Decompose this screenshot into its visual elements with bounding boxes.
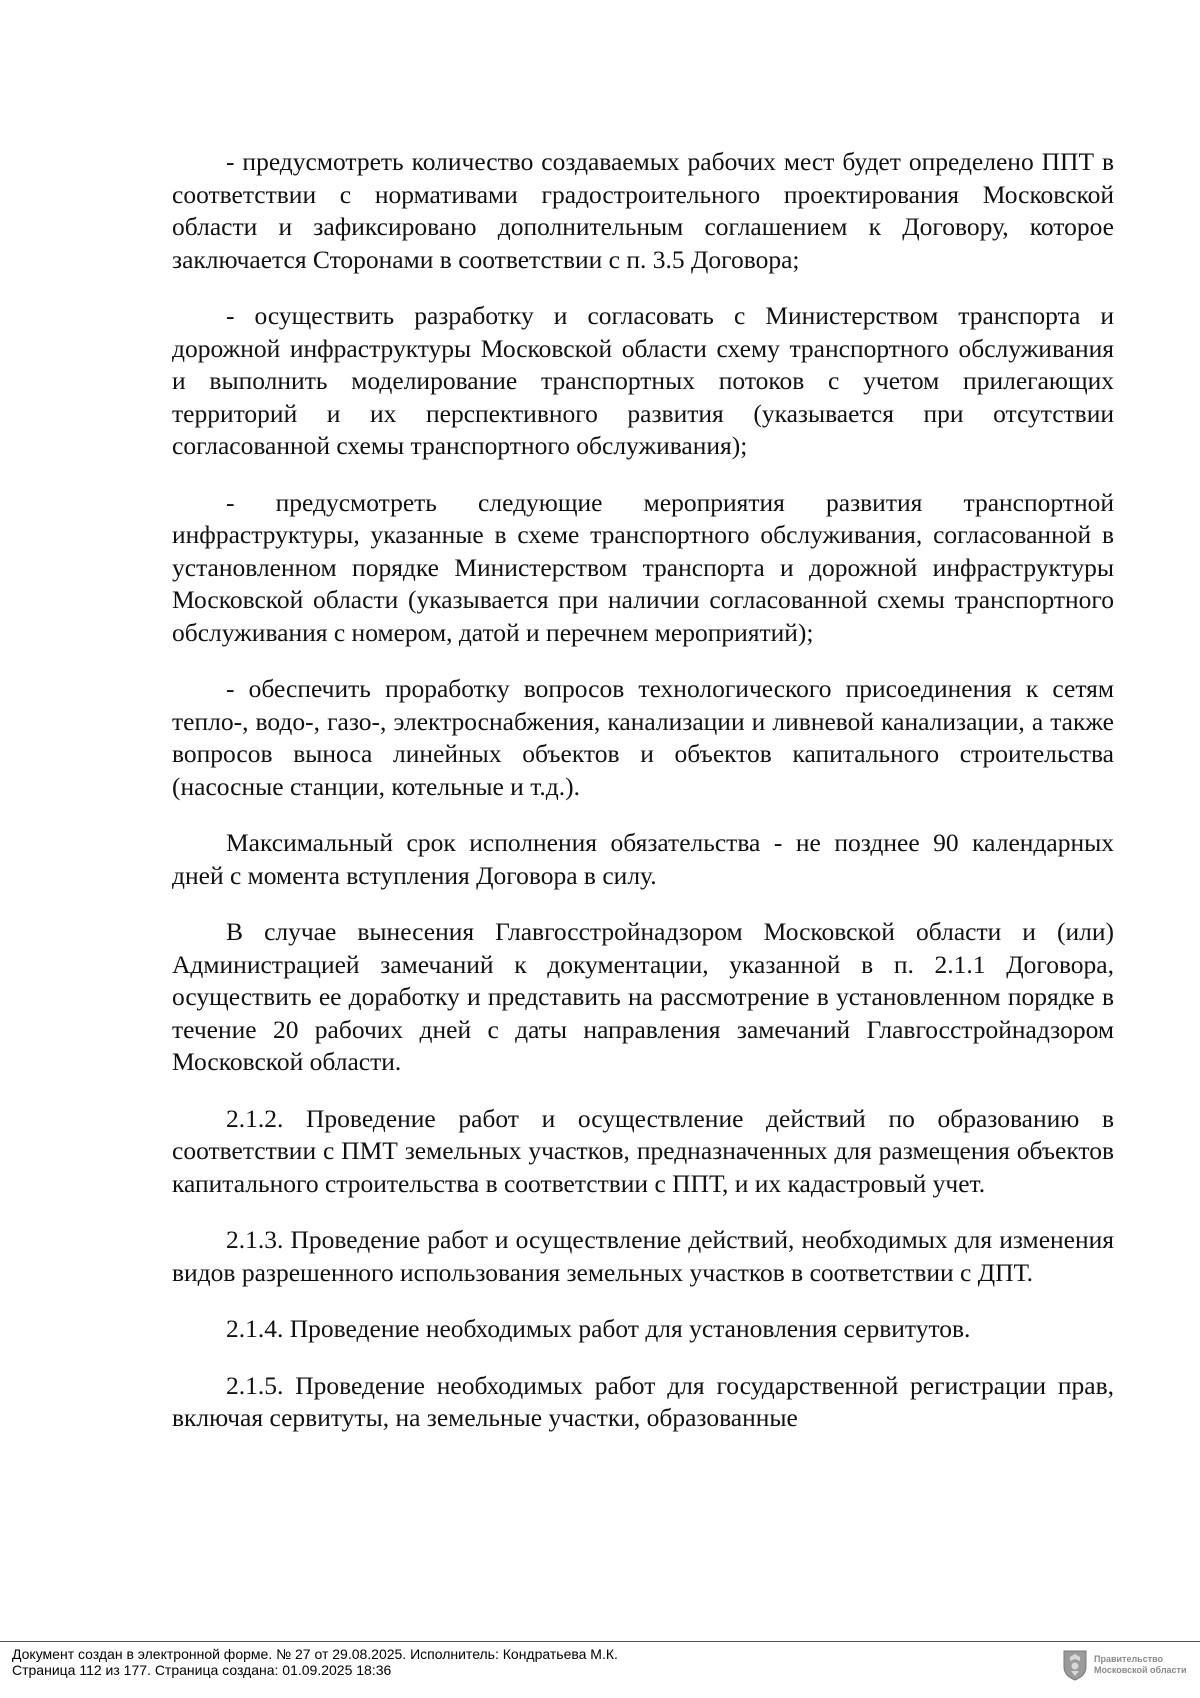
paragraph-transport-scheme: - осуществить разработку и согласовать с Министерством транспорта и дорожной инфраструктуры Московской области схему транспортного обслуживания и выполнить моделирование транспортных потоков с учетом прилегающих территорий и их перспективного развития (указывается при отсутствии согласованной схемы транспортного обслуживания);	[172, 301, 1114, 460]
paragraph-utility-connection: - обеспечить проработку вопросов технологического присоединения к сетям тепло-, водо-, газо-, электроснабжения, канализации и ливневой канализации, а также вопросов выноса линейных объектов и объектов капитального строительства (насосные станции, котельные и т.д.).	[172, 674, 1114, 801]
footer-page-info: Страница 112 из 177. Страница создана: 01.09.2025 18:36	[12, 1662, 392, 1678]
paragraph-transport-measures: - предусмотреть следующие мероприятия развития транспортной инфраструктуры, указанные в схеме транспортного обслуживания, согласованной в установленном порядке Министерством транспорта и дорожной инфраструктуры Московской области (указывается при наличии согласованной схемы транспортного обслуживания с номером, датой и перечнем мероприятий);	[172, 487, 1114, 647]
logo-line-1: Правительство	[1094, 1654, 1164, 1664]
clause-2-1-3: 2.1.3. Проведение работ и осуществление действий, необходимых для изменения видов разрешенного использования земельных участков в соответствии с ДПТ.	[172, 1225, 1114, 1287]
clause-2-1-4: 2.1.4. Проведение необходимых работ для установления сервитутов.	[226, 1314, 971, 1343]
government-logo	[1062, 1645, 1192, 1685]
paragraph-deadline: Максимальный срок исполнения обязательства - не позднее 90 календарных дней с момента вступления Договора в силу.	[172, 828, 1114, 890]
paragraph-remarks: В случае вынесения Главгосстройнадзором Московской области и (или) Администрацией замечаний к документации, указанной в п. 2.1.1 Договора, осуществить ее доработку и представить на рассмотрение в установленном порядке в течение 20 рабочих дней с даты направления замечаний Главгосстройнадзором Московской области.	[172, 917, 1114, 1076]
footer-document-info: Документ создан в электронной форме. № 27 от 29.08.2025. Исполнитель: Кондратьева М.К.	[12, 1646, 618, 1662]
document-footer	[12, 1646, 618, 1678]
coat-of-arms-icon	[1062, 1649, 1088, 1681]
clause-2-1-5: 2.1.5. Проведение необходимых работ для государственной регистрации прав, включая сервитуты, на земельные участки, образованные	[172, 1370, 1114, 1432]
document-body	[172, 146, 1114, 1459]
paragraph-workplaces: - предусмотреть количество создаваемых рабочих мест будет определено ППТ в соответствии с нормативами градостроительного проектирования Московской области и зафиксировано дополнительным соглашением к Договору, которое заключается Сторонами в соответствии с п. 3.5 Договора;	[172, 147, 1114, 274]
clause-2-1-2: 2.1.2. Проведение работ и осуществление действий по образованию в соответствии с ПМТ земельных участков, предназначенных для размещения объектов капитального строительства в соответствии с ППТ, и их кадастровый учет.	[172, 1103, 1114, 1198]
logo-line-2: Московской области	[1094, 1665, 1187, 1675]
footer-divider	[0, 1641, 1200, 1642]
